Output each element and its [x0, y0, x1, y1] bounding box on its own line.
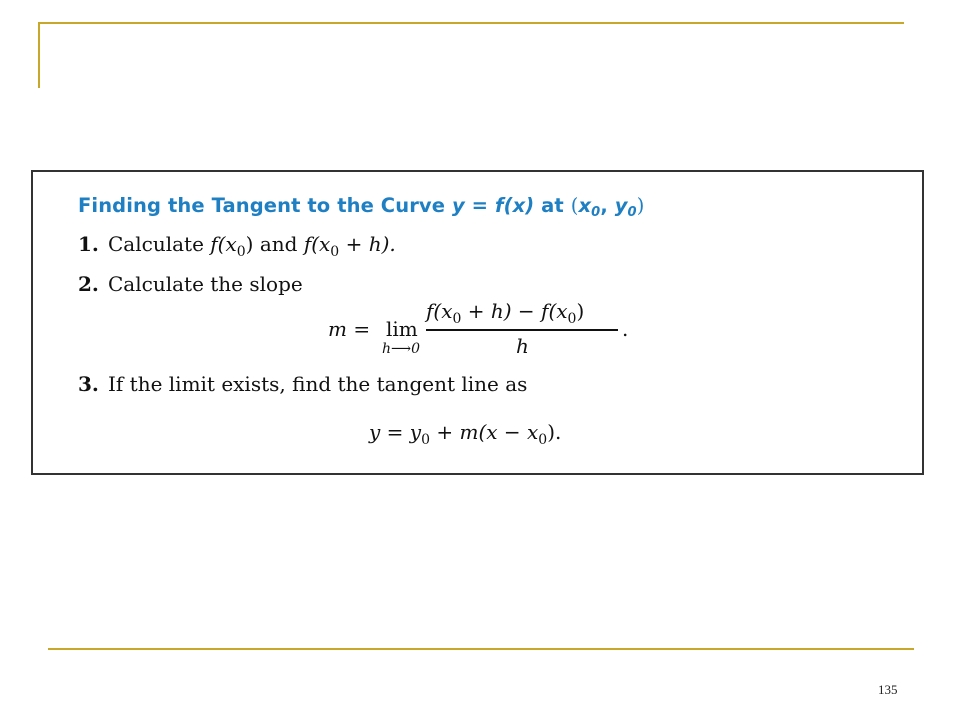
step-2-number: 2. [78, 272, 99, 296]
step-1-expr-a-close: ) [245, 232, 254, 256]
step-2-text: Calculate the slope [108, 272, 303, 296]
step-1-expr-b-rest: + h). [339, 232, 396, 256]
heading-at: at [534, 194, 571, 217]
heading-f: f [494, 194, 504, 217]
step-3-number: 3. [78, 372, 99, 396]
numerator-sub-1: 0 [452, 311, 462, 327]
frame-bottom-line [48, 648, 914, 650]
heading-point-close: ) [636, 194, 645, 217]
tangent-sub-1: 0 [421, 432, 430, 448]
numerator-part-b: + h) − f(x [461, 299, 568, 323]
heading-comma: , [600, 194, 615, 217]
heading-equals: = [464, 194, 495, 217]
content-box [31, 170, 924, 475]
slope-lhs: m = [328, 317, 371, 341]
step-1 [78, 232, 396, 260]
tangent-part-a: y = y [369, 420, 422, 444]
step-1-expr-a: f(x [210, 232, 237, 256]
step-1-and: and [253, 232, 304, 256]
heading-y0: y [614, 194, 628, 217]
tangent-part-b: + m(x − x [430, 420, 539, 444]
slope-numerator [426, 299, 584, 327]
numerator-part-c: ) [576, 299, 585, 323]
slope-period: . [622, 317, 629, 341]
tangent-part-c: ). [547, 420, 562, 444]
heading-text: Finding the Tangent to the Curve [78, 194, 446, 217]
numerator-part-a: f(x [426, 299, 453, 323]
slope-lim-subscript: h⟶0 [382, 341, 420, 357]
step-1-number: 1. [78, 232, 99, 256]
frame-top-line [38, 22, 904, 24]
heading-point-open: ( [570, 194, 579, 217]
step-3 [78, 372, 527, 396]
step-2 [78, 272, 303, 296]
heading-y: y [451, 194, 465, 217]
frame-left-line [38, 22, 40, 88]
heading-x0: x [578, 194, 592, 217]
slope-lim: lim [386, 317, 418, 341]
slope-denominator: h [516, 334, 529, 358]
box-heading [78, 194, 644, 220]
tangent-equation [369, 420, 561, 448]
fraction-bar [426, 329, 618, 331]
page-number: 135 [878, 682, 898, 697]
heading-x-paren: (x) [503, 194, 535, 217]
step-1-expr-a-sub: 0 [236, 244, 246, 260]
step-3-text: If the limit exists, find the tangent line as [108, 372, 528, 396]
step-1-expr-b: f(x [303, 232, 331, 256]
heading-y0-sub: 0 [627, 205, 637, 220]
tangent-sub-2: 0 [538, 432, 548, 448]
step-1-expr-b-sub: 0 [330, 244, 340, 260]
slope-equation [328, 299, 658, 363]
step-1-text: Calculate [108, 232, 211, 256]
numerator-sub-2: 0 [567, 311, 577, 327]
heading-x0-sub: 0 [591, 205, 601, 220]
